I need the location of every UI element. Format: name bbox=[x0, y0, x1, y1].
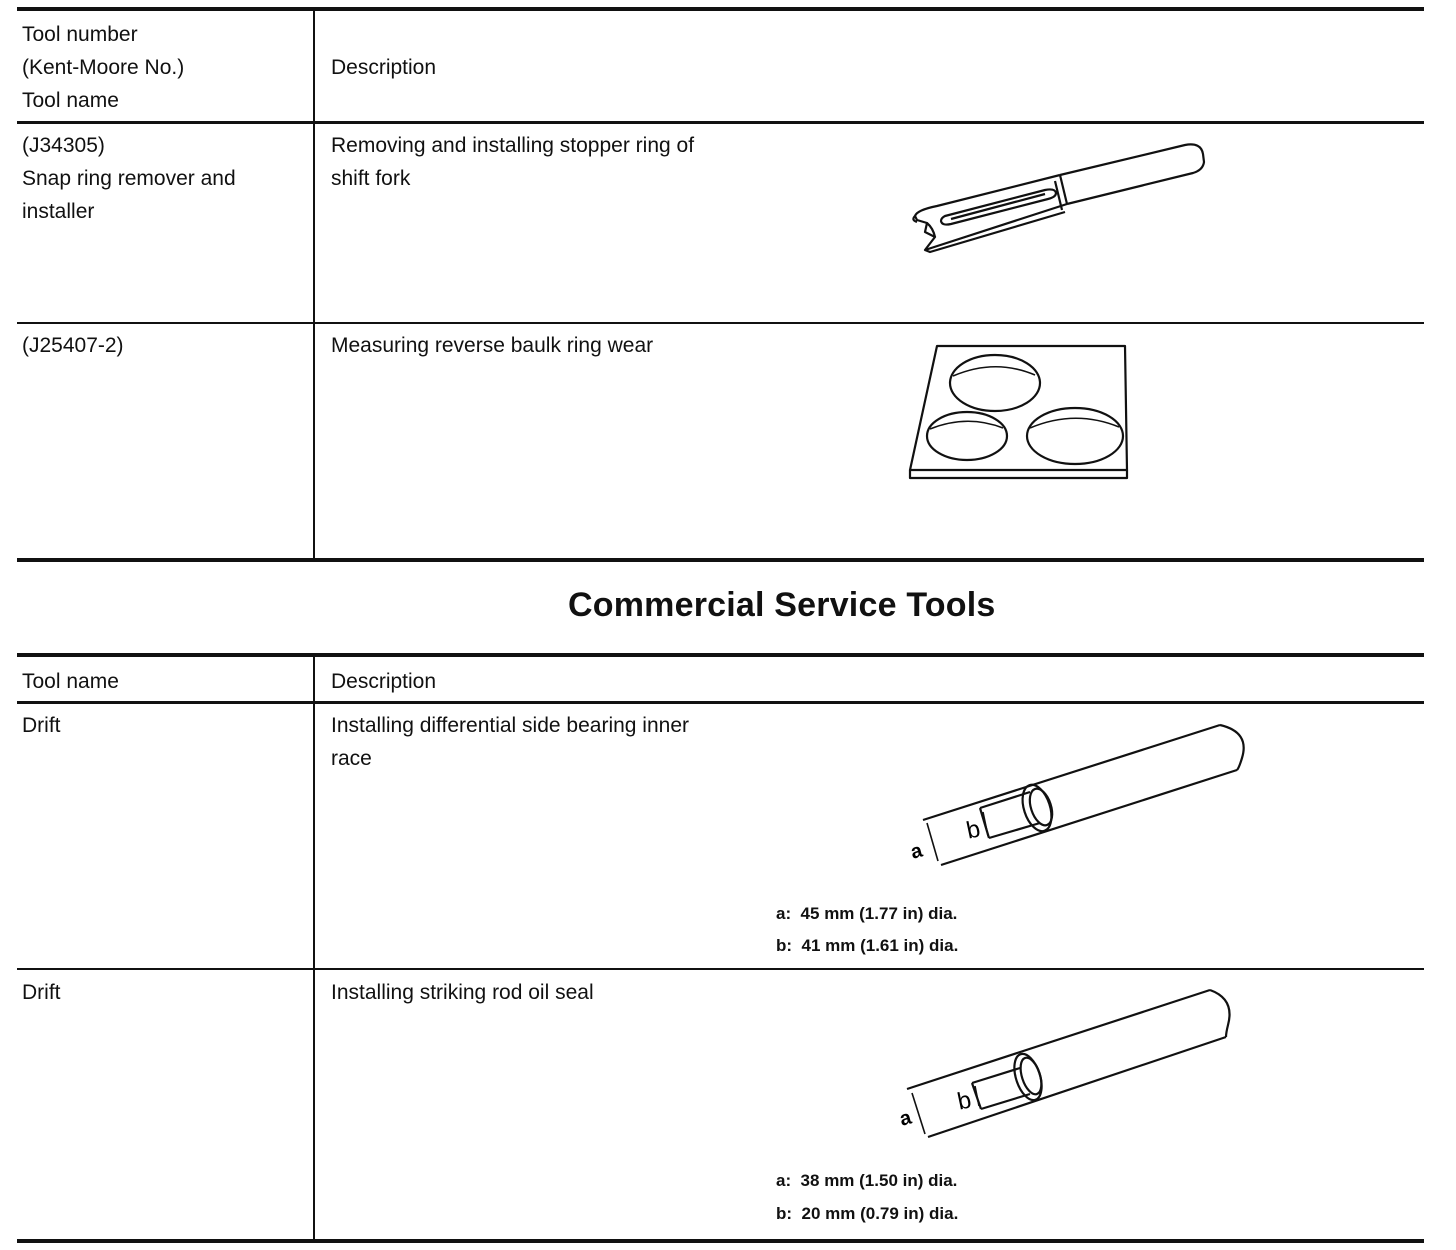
drift1-label-a: a bbox=[908, 839, 925, 864]
drift2-description: Installing striking rod oil seal bbox=[331, 981, 594, 1004]
drift1-tool-name: Drift bbox=[22, 714, 61, 737]
drift1-dimension-b: b: 41 mm (1.61 in) dia. bbox=[776, 936, 959, 955]
drift2-tool-name: Drift bbox=[22, 981, 61, 1004]
drift1-label-b: b bbox=[963, 815, 983, 845]
header-bottom-rule bbox=[17, 121, 1424, 124]
drift1-bottom-rule bbox=[17, 968, 1424, 970]
drift1-illustration bbox=[905, 720, 1255, 880]
table-top-rule bbox=[17, 7, 1424, 11]
drift2-label-b: b bbox=[954, 1086, 974, 1116]
table-column-divider bbox=[313, 9, 315, 559]
snap-ring-remover-illustration bbox=[905, 140, 1215, 255]
commercial-table-top-rule bbox=[17, 653, 1424, 657]
commercial-table-bottom-rule bbox=[17, 1239, 1424, 1243]
table-bottom-rule bbox=[17, 558, 1424, 562]
drift1-description: Installing differential side bearing inner race bbox=[331, 714, 690, 770]
drift2-illustration bbox=[890, 985, 1240, 1145]
commercial-column-divider bbox=[313, 655, 315, 1241]
drift1-dimension-a: a: 45 mm (1.77 in) dia. bbox=[776, 904, 958, 923]
header-description-column: Description bbox=[331, 56, 437, 79]
commercial-header-bottom-rule bbox=[17, 701, 1424, 704]
commercial-header-tool-column: Tool name bbox=[22, 670, 119, 693]
drift2-dimension-a: a: 38 mm (1.50 in) dia. bbox=[776, 1171, 958, 1190]
row1-tool-name: (J34305) Snap ring remover and installer bbox=[22, 134, 236, 223]
row2-description: Measuring reverse baulk ring wear bbox=[331, 334, 654, 357]
drift2-label-a: a bbox=[897, 1106, 914, 1131]
row1-bottom-rule bbox=[17, 322, 1424, 324]
row1-description: Removing and installing stopper ring of shift fork bbox=[331, 134, 695, 190]
baulk-ring-gauge-illustration bbox=[905, 340, 1135, 485]
row2-tool-name: (J25407-2) bbox=[22, 334, 124, 357]
drift2-dimension-b: b: 20 mm (0.79 in) dia. bbox=[776, 1204, 959, 1223]
header-tool-column: Tool number (Kent-Moore No.) Tool name bbox=[22, 23, 185, 112]
section-title: Commercial Service Tools bbox=[568, 586, 996, 624]
commercial-header-description-column: Description bbox=[331, 670, 437, 693]
